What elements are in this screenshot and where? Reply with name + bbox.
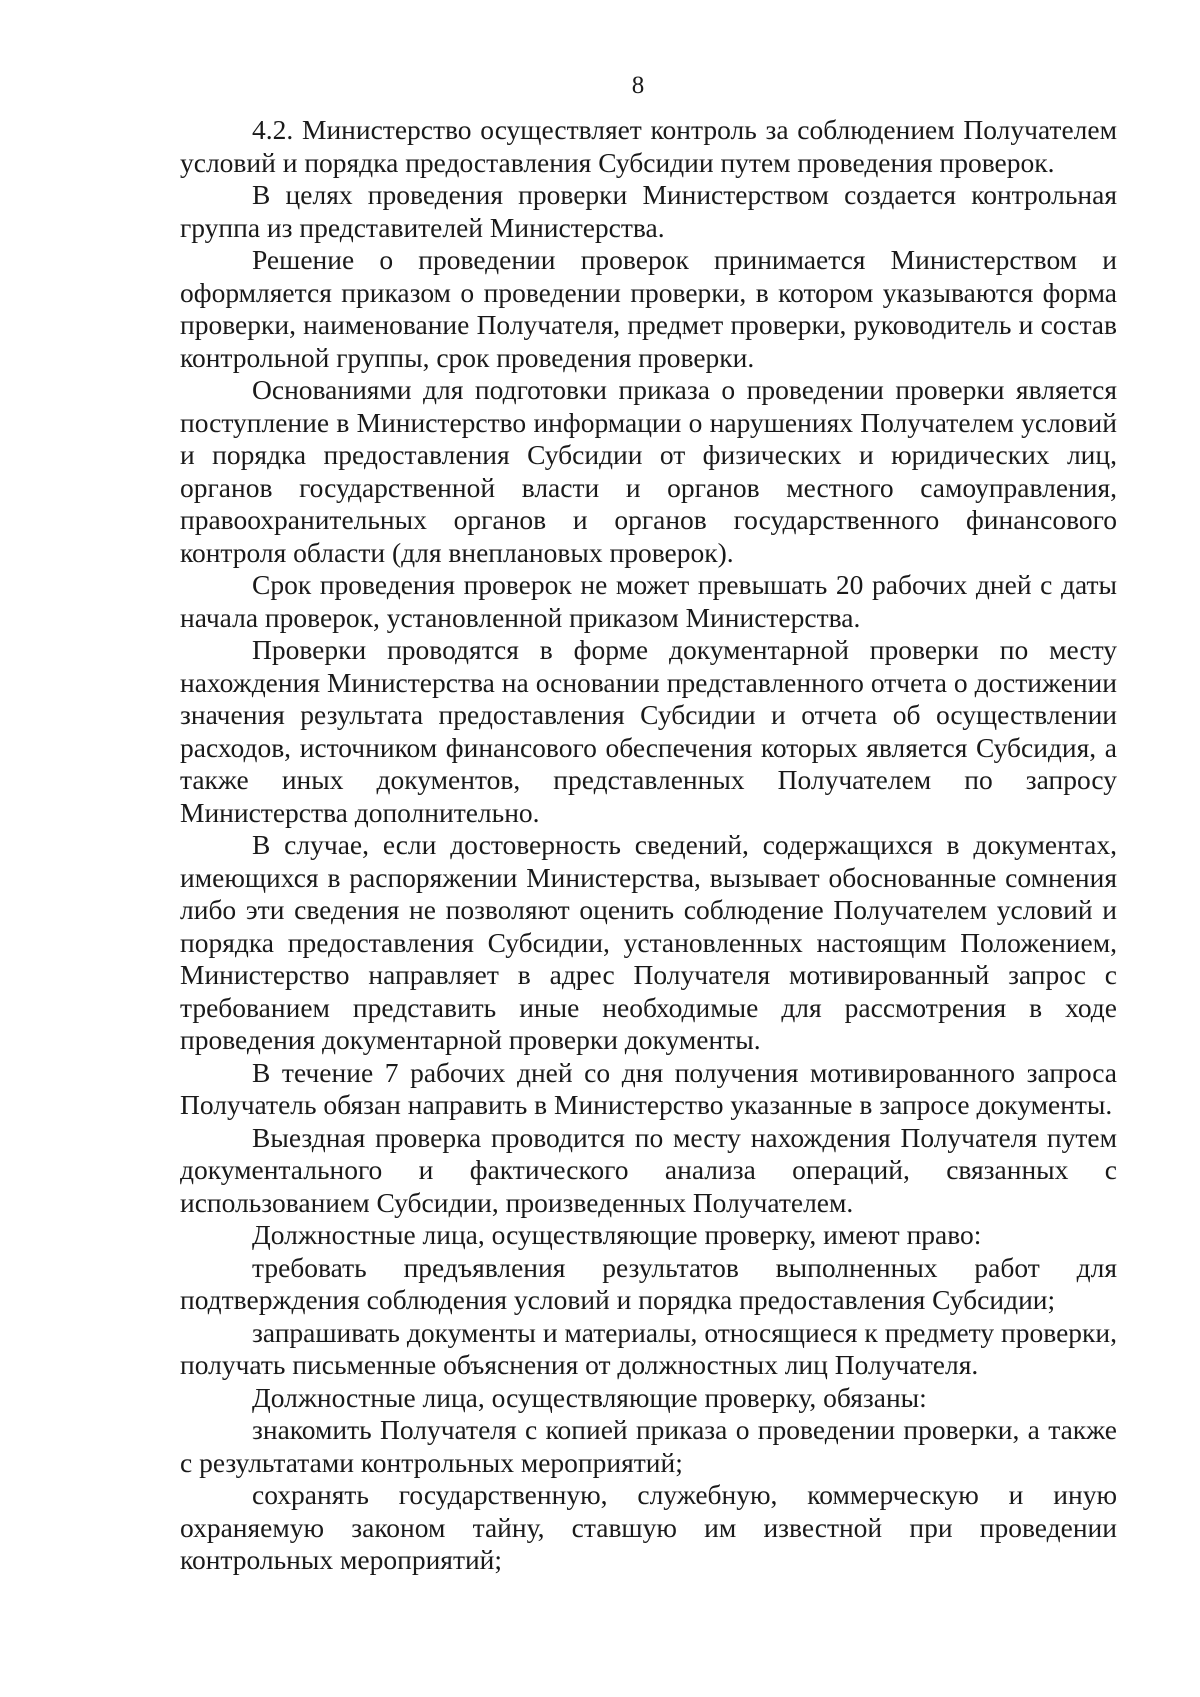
paragraph-reasoned-request: В случае, если достоверность сведений, содержащихся в документах, имеющихся в распоряжении Министерства, вызывает обоснованные сомнения либо эти сведения не позволяют оценить соблюдение Получателем условий и порядка предоставления Субсидии, установленных настоящим Положением, Министерство направляет в адрес Получателя мотивированный запрос с требованием представить иные необходимые для рассмотрения в ходе проведения документарной проверки документы. (180, 829, 1117, 1055)
paragraph-onsite-inspection: Выездная проверка проводится по месту нахождения Получателя путем документального и фактического анализа операций, связанных с использованием Субсидии, произведенных Получателем. (180, 1121, 1117, 1218)
paragraph-documentary-inspection: Проверки проводятся в форме документарной проверки по месту нахождения Министерства на основании представленного отчета о достижении значения результата предоставления Субсидии и отчета об осуществлении расходов, источником финансового обеспечения которых является Субсидия, а также иных документов, представленных Получателем по запросу Министерства дополнительно. (180, 634, 1117, 828)
paragraph-inspection-decision: Решение о проведении проверок принимается Министерством и оформляется приказом о проведении проверки, в котором указываются форма проверки, наименование Получателя, предмет проверки, руководитель и состав контрольной группы, срок проведения проверки. (180, 244, 1117, 373)
paragraph-right-request-documents: запрашивать документы и материалы, относящиеся к предмету проверки, получать письменные объяснения от должностных лиц Получателя. (180, 1316, 1117, 1380)
page-number: 8 (631, 72, 645, 99)
paragraph-request-deadline: В течение 7 рабочих дней со дня получения мотивированного запроса Получатель обязан направить в Министерство указанные в запросе документы. (180, 1056, 1117, 1120)
paragraph-control-group: В целях проведения проверки Министерством создается контрольная группа из представителей Министерства. (180, 179, 1117, 243)
paragraph-inspection-grounds: Основаниями для подготовки приказа о проведении проверки является поступление в Министерство информации о нарушениях Получателем условий и порядка предоставления Субсидии от физических и юридических лиц, органов государственной власти и органов местного самоуправления, правоохранительных органов и органов государственного финансового контроля области (для внеплановых проверок). (180, 374, 1117, 568)
paragraph-officials-rights: Должностные лица, осуществляющие проверку, имеют право: (252, 1219, 982, 1250)
paragraph-officials-duties: Должностные лица, осуществляющие проверку, обязаны: (252, 1381, 927, 1413)
document-body (180, 114, 1117, 1577)
paragraph-right-demand-results: требовать предъявления результатов выполненных работ для подтверждения соблюдения условий и порядка предоставления Субсидии; (180, 1251, 1117, 1315)
paragraph-inspection-term: Срок проведения проверок не может превышать 20 рабочих дней с даты начала проверок, установленной приказом Министерства. (180, 569, 1117, 633)
paragraph-duty-secrecy: сохранять государственную, служебную, коммерческую и иную охраняемую законом тайну, ставшую им известной при проведении контрольных мероприятий; (180, 1479, 1117, 1575)
paragraph-4-2-control: 4.2. Министерство осуществляет контроль за соблюдением Получателем условий и порядка предоставления Субсидии путем проведения проверок. (180, 114, 1117, 178)
paragraph-duty-acquaint: знакомить Получателя с копией приказа о проведении проверки, а также с результатами контрольных мероприятий; (180, 1414, 1117, 1478)
